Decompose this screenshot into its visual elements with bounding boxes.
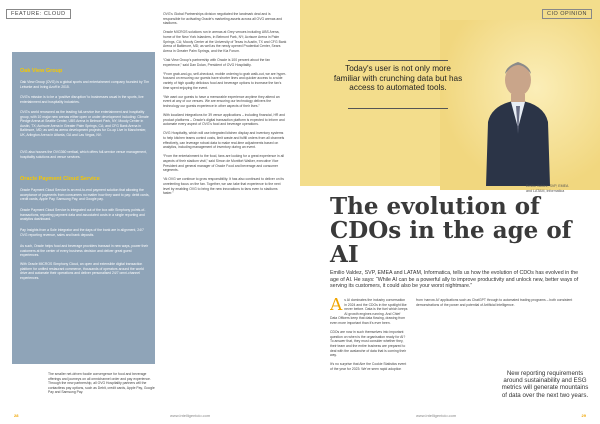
pull-quote: Today's user is not only more familiar with crunching data but has access to automated tools. (333, 64, 463, 93)
caption-name: Emilio Valdez, SVP, EMEA (526, 184, 569, 188)
article-headline: The evolution of CDOs in the age of AI (330, 193, 572, 268)
sidebar-paragraph: OVG's mission is to be a ‘positive disruption’ to businesses usual in the sports, live entertainment and hospitality industries. (20, 95, 144, 104)
body-column (330, 298, 408, 410)
sidebar-heading: Oracle Payment Cloud Service (20, 176, 100, 182)
sidebar-paragraph: OVG also houses the OVG360 vertical, which offers full-service venue management, hospitality solutions and venue services. (20, 150, 147, 159)
photo-caption (526, 184, 568, 193)
right-page (300, 0, 600, 424)
drop-cap: A (330, 298, 343, 315)
sidebar-paragraph: Pay Insights from a Sole Integrator and the days of the bank are in alignment, 24/7 OVG reporting revenue, sales and bank deposits. (20, 228, 144, 237)
page-number: 28 (14, 413, 19, 418)
footer-url: www.intelligentcio.com (170, 413, 211, 418)
sidebar-heading: Oak View Group (20, 68, 63, 74)
body-column: The smaller net-driven foodie convergence for food and beverage offerings and journeys on all omnichannel order and pay experience. Through the new partnership, all OVG Hospitality partners will the contactless pay options, such as Debit, credit cards, Apple Pay, Google Pay and Samsung Pay. (48, 372, 155, 395)
section-tag: FEATURE: CLOUD (6, 9, 71, 19)
portrait-photo (478, 44, 558, 186)
caption-role: and LATAM, Informatica (526, 188, 565, 193)
page-number: 29 (581, 413, 586, 418)
section-tag: CIO OPINION (542, 9, 592, 19)
sidebar-paragraph: OVG's world renowned as the leading full-service live entertainment and hospitality group, with 10 major new arenas either open or under development including: Climate Pledge Arena at Seattle Center, UBS Arena in Belmont Park, NY; Moody Center in Austin, TX; Acrisure Arena in Greater Palm Springs, CA; and CFG Bank Arena in Baltimore, MD; as well as arena development projects for Co-op Live in Manchester, UK, Arlington Arena in Atlanta, GA and Las Vegas, NV. (20, 110, 149, 137)
pull-stat: New reporting requirements around sustainability and ESG metrics will generate mountains of data over the next two years. (501, 370, 589, 399)
sidebar-paragraph: As such, Oracle helps food and beverage providers transact in new ways, power their customers at the center of every business decision and deliver great guest experiences. (20, 244, 149, 258)
body-column: OVG's Global Partnerships division negotiated the landmark deal and is responsible for activating Oracle's marketing assets across all OVG arenas and stadiums. Oracle MICROS solutions run in arenas at Grey venues including UBS Arena, home of the New York Islanders, in Belmont Park, NY; Acrisure Arena in Palm Springs, CA; Moody Center at the University of Texas in Austin, TX and CFG Bank Arena of Baltimore, MD; as well as the newly opened Prudential Center, Sears Arena in Greater Palm Springs, and the Kia Forum. “Oak View Group's partnership with Oracle is 100 percent about the fan experience,” said Dan Dolan, President of OVG Hospitality. “From grab-and-go, self-checkout, mobile ordering to grab walk-out, we are hyper-focused on ensuring our guests have shorter lines and quicker access to a wide variety of high quality delicious food and beverage options to increase the fan's time spent enjoying the event. “We want our guests to have a memorable experience anytime they attend an event at any of our venues. We are ensuring our technology delivers the technology our guests experience in other aspects of their lives.” With localized integrations for 39 venue applications – including financial, HR and product platforms – Oracle's digital transaction platform is expected to inform and automate every aspect of OVG's food and beverage operations. OVG Hospitality, which will use integrated kitchen display and inventory systems to help kitchen teams control costs, limit waste and fulfill orders from all channels effectively, can leverage robust data to make real-time adjustments based on analytics, including management of inventory during an event. “From the entertainment to the food, fans are looking for a great experience in all aspects of their stadium visit,” said Simon de Montfort Walker, executive Vice President and general manager of Oracle Food and beverage and consumer segments. “At OVG we continue to grow responsibility. It has also continued to deliver on its unrelenting focus on the fan. Together, we can take that experience to the next level by enabling OVG to bring the new innovations to fans even to stadiums faster.” (163, 12, 287, 196)
footer-url: www.intelligentcio.com (416, 413, 457, 418)
body-column: from ‘narrow AI’ applications such as ChatGPT through to automated trading programs – both consistent demonstrations of the power and potential of Artificial Intelligence. (416, 298, 573, 307)
sidebar-paragraph: Oak View Group (OVG) is a global sports and entertainment company founded by Tim Leiweke and Irving Azoff in 2015. (20, 80, 150, 89)
article-standfirst: Emilio Valdez, SVP, EMEA and LATAM, Informatica, tells us how the evolution of CDOs has evolved in the age of AI. He says: “While AI can be a powerful ally to improve productivity and unlock new, better ways of serving its customers, it could also be your worst nightmare.” (330, 270, 579, 290)
body-text: s AI dominates the industry conversation in 2024 and the CDOs in the spotlight like never before. Data is the fuel which keeps AI growth engines running. And Chief Data Officers keep that data flowing, drawing from even more important than it's ever been. CDOs are now in such themselves into important question on when is the organisation ready for AI? To answer that, they must consider whether they, their team and the entire business are prepared to deal with the avalanche of data that is coming their way. It's no surprise that Aire the Cookie Statistics event of the year for 2023: We've seen rapid adoption (330, 298, 408, 371)
sidebar-paragraph: Oracle Payment Cloud Service is integrated out of the box with Simphony points-of-transactions, reporting payment data and associated costs in a single reporting and analytics dashboard. (20, 208, 146, 222)
sidebar-paragraph: Oracle Payment Cloud Service is an end-to-end payment solution that allowing the acceptance of payments from consumers no matter how they want to pay: debit cards, credit cards, Apple Pay, Samsung Pay, and Google pay. (20, 188, 150, 202)
quote-rule-bottom (348, 108, 448, 109)
quote-rule-top (348, 60, 448, 61)
sidebar-paragraph: With Oracle MICROS Simphony Cloud, an open and extensible digital transaction platform for unified restaurant commerce, thousands of operators around the world drive and automate their operations and deliver personalised 24/7 omni-channel experiences. (20, 262, 144, 280)
